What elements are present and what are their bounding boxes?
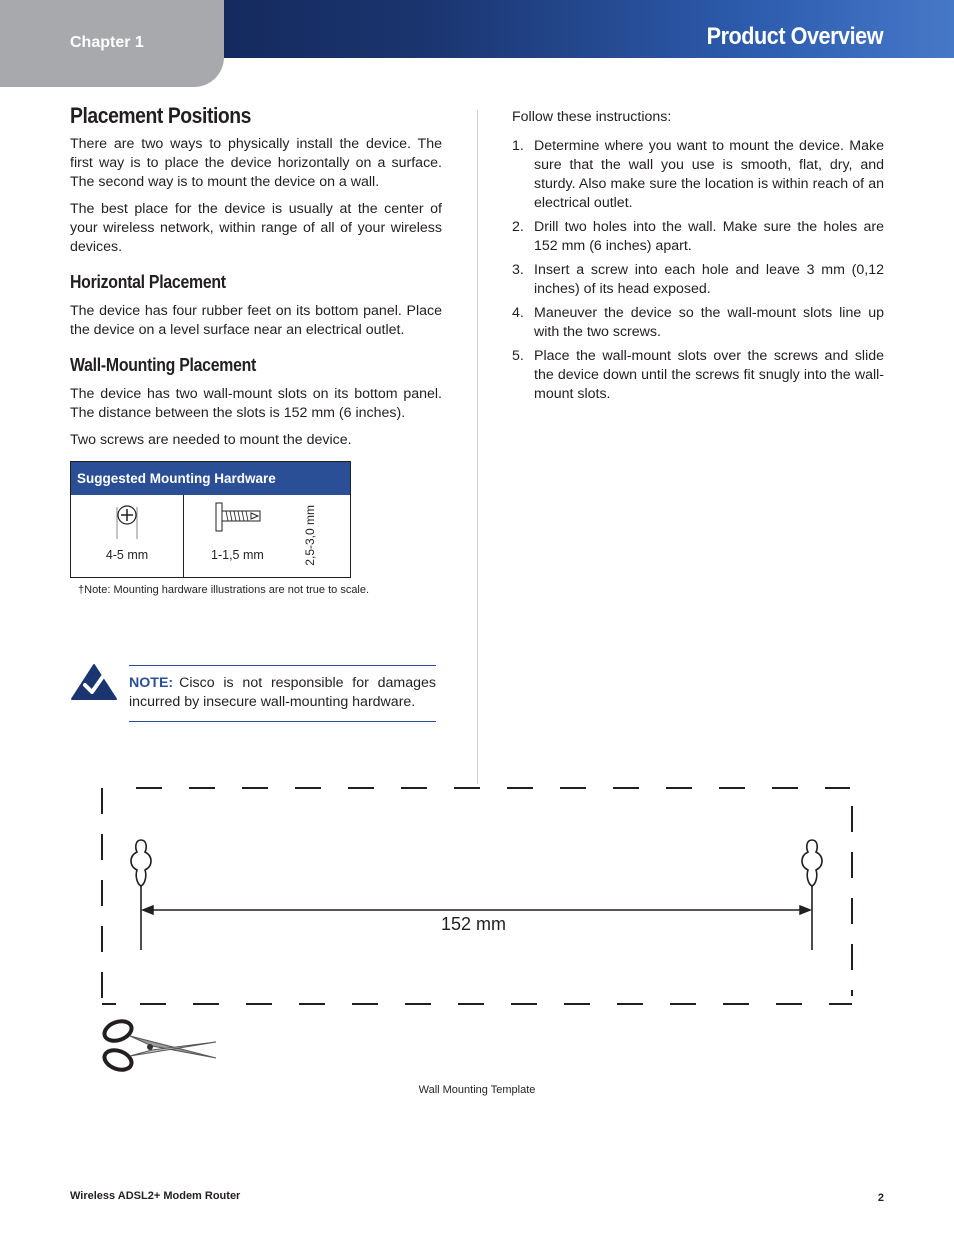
list-item [512,347,884,404]
footnote [70,583,442,598]
step-text: Drill two holes into the wall. Make sure the holes are 152 mm (6 inches) apart. [534,219,884,254]
template-caption: Wall Mounting Template [418,1084,536,1096]
footnote-text: Note: Mounting hardware illustrations are not true to scale. [84,584,370,596]
note-box [129,665,436,722]
keyhole-left-icon [131,840,151,950]
paragraph: The device has four rubber feet on its bottom panel. Place the device on a level surface near an electrical outlet. [70,303,442,338]
hardware-table [70,461,351,578]
step-text: Insert a screw into each hole and leave 3 mm (0,12 inches) of its head exposed. [534,262,884,297]
paragraph: Two screws are needed to mount the device. [70,432,352,448]
step-number: 2. [512,219,524,235]
page-number: 2 [877,1192,884,1204]
step-number: 4. [512,305,524,321]
screw-shaft-icon [214,501,274,541]
keyhole-right-icon [802,840,822,950]
note-label: NOTE: [129,675,174,691]
dimension-label: 152 mm [441,914,507,934]
paragraph: The best place for the device is usually at the center of your wireless network, within range of all of your wireless devices. [70,201,442,255]
footnote-mark: † [78,584,85,596]
instructions-intro: Follow these instructions: [512,109,672,125]
instruction-list [512,137,884,404]
step-text: Maneuver the device so the wall-mount slots line up with the two screws. [534,305,884,340]
left-column [70,103,442,598]
paragraph: The device has two wall-mount slots on its bottom panel. The distance between the slots is 152 mm (6 inches). [70,386,442,421]
hardware-table-header: Suggested Mounting Hardware [71,462,350,495]
subheading-horizontal: Horizontal Placement [70,272,226,292]
list-item [512,218,884,256]
page-title: Product Overview [706,23,883,50]
scissors-icon [102,1018,216,1073]
shaft-size-label: 1-1,5 mm [211,548,264,562]
list-item [512,304,884,342]
step-number: 1. [512,138,524,154]
list-item [512,261,884,299]
column-divider [477,110,478,784]
note-text: Cisco is not responsible for damages incurred by insecure wall-mounting hardware. [129,675,436,710]
head-size-label: 4-5 mm [105,548,149,562]
footer-product: Wireless ADSL2+ Modem Router [70,1190,241,1202]
chapter-tab [0,0,224,87]
chapter-label: Chapter 1 [70,34,144,51]
step-number: 3. [512,262,524,278]
length-label: 2,5-3,0 mm [303,505,317,566]
section-heading: Placement Positions [70,103,252,128]
subheading-wall: Wall-Mounting Placement [70,355,257,375]
list-item [512,137,884,213]
paragraph: There are two ways to physically install the device. The first way is to place the device horizontally on a surface. The second way is to mount the device on a wall. [70,136,442,190]
checkmark-note-icon [70,663,118,701]
right-column [512,108,884,409]
step-text: Determine where you want to mount the device. Make sure that the wall you use is smooth, flat, dry, and sturdy. Also make sure the location is within reach of an electrical outlet. [534,138,884,211]
screw-head-cell [71,495,184,577]
screw-head-icon [71,501,183,551]
step-number: 5. [512,348,524,364]
step-text: Place the wall-mount slots over the screws and slide the device down until the screws fit snugly into the wall-mount slots. [534,348,884,402]
screw-shaft-cell [184,495,350,577]
